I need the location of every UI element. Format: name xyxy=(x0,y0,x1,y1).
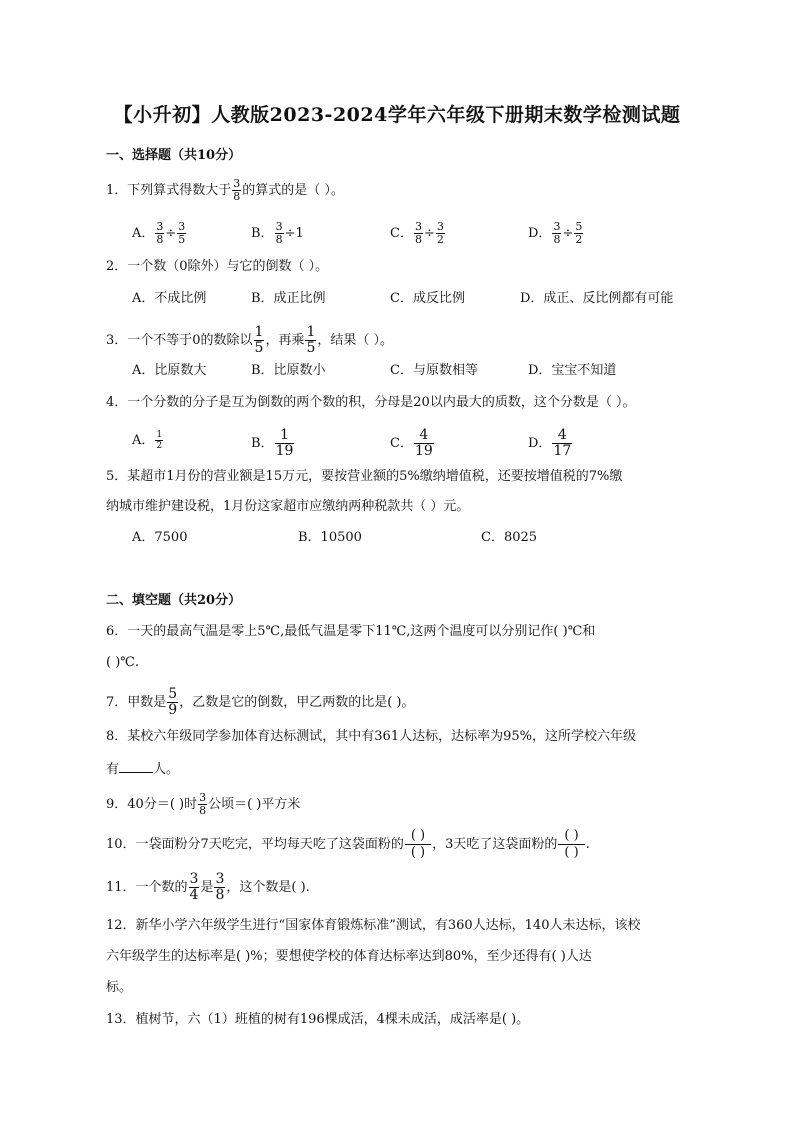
question-2: 2．一个数（0除外）与它的倒数（ ）。 xyxy=(106,259,329,274)
fraction: $\frac{3}{4}$ xyxy=(189,871,199,903)
option-4c: C． $\frac{4}{19}$ xyxy=(390,427,433,459)
question-7: 7．甲数是 $\frac{5}{9}$ ，乙数是它的倒数，甲乙两数的比是( )。 xyxy=(106,686,415,718)
question-6-line-1: 6．一天的最高气温是零上5℃,最低气温是零下11℃,这两个温度可以分别记作( )℃和 xyxy=(106,624,596,639)
option-4b: B． $\frac{1}{19}$ xyxy=(251,427,294,459)
option-2d: D．成正、反比例都有可能 xyxy=(520,291,674,306)
option-1a: A． $\frac{3}{8}$ ÷ $\frac{3}{5}$ xyxy=(132,220,186,246)
option-1d: D． $\frac{3}{8}$ ÷ $\frac{5}{2}$ xyxy=(528,220,583,246)
option-3c: C．与原数相等 xyxy=(390,363,478,378)
fraction: $\frac{3}{8}$ xyxy=(233,177,241,203)
question-12-line-3: 标。 xyxy=(106,980,133,995)
option-1c: C． $\frac{3}{8}$ ÷ $\frac{3}{2}$ xyxy=(390,220,444,246)
question-9: 9．40分＝( )时 $\frac{3}{8}$ 公顷＝( )平方米 xyxy=(106,791,301,817)
option-2b: B．成正比例 xyxy=(251,291,326,306)
question-10: 10．一袋面粉分7天吃完，平均每天吃了这袋面粉的 $\frac{( )}{( )}$ ，3天吃了这袋面粉的 $\frac{( )}{( )}$ . xyxy=(106,828,590,860)
page-title: 【小升初】人教版2023-2024学年六年级下册期末数学检测试题 xyxy=(113,104,681,126)
section-header-fill: 二、填空题（共20分） xyxy=(106,593,242,608)
question-1-text: 1．下列算式得数大于 xyxy=(106,183,232,198)
question-13: 13．植树节，六（1）班植的树有196棵成活，4棵未成活，成活率是( )。 xyxy=(106,1012,530,1027)
blank-fraction: $\frac{( )}{( )}$ xyxy=(405,828,431,861)
answer-blank xyxy=(119,760,153,773)
question-8-line-1: 8．某校六年级同学参加体育达标测试，其中有361人达标，达标率为95%，这所学校六年级 xyxy=(106,729,636,744)
option-5b: B．10500 xyxy=(298,530,362,545)
question-5-line-1: 5．某超市1月份的营业额是15万元，要按营业额的5%缴纳增值税，还要按增值税的7%缴 xyxy=(106,469,623,484)
option-1b: B． $\frac{3}{8}$ ÷1 xyxy=(251,220,304,246)
question-6-line-2: ( )℃. xyxy=(106,655,139,670)
question-11: 11．一个数的 $\frac{3}{4}$ 是 $\frac{3}{8}$ ，这个数是( ). xyxy=(106,871,310,903)
option-3a: A．比原数大 xyxy=(132,363,207,378)
option-5a: A．7500 xyxy=(132,530,188,545)
fraction: $\frac{3}{8}$ xyxy=(199,791,207,817)
question-12-line-1: 12．新华小学六年级学生进行“国家体育锻炼标准”测试，有360人达标，140人未达标，该校 xyxy=(106,918,641,933)
option-4d: D． $\frac{4}{17}$ xyxy=(528,427,572,459)
fraction: $\frac{1}{5}$ xyxy=(254,324,264,356)
option-2c: C．成反比例 xyxy=(390,291,465,306)
fraction: $\frac{5}{9}$ xyxy=(168,686,178,718)
question-5-line-2: 纳城市维护建设税，1月份这家超市应缴纳两种税款共（ ）元。 xyxy=(106,499,470,514)
question-1: 1．下列算式得数大于 $\frac{3}{8}$ 的算式的是（ ）。 xyxy=(106,177,344,203)
section-header-choice: 一、选择题（共10分） xyxy=(106,148,242,163)
option-3d: D．宝宝不知道 xyxy=(528,363,617,378)
option-2a: A．不成比例 xyxy=(132,291,207,306)
option-3b: B．比原数小 xyxy=(251,363,326,378)
option-5c: C．8025 xyxy=(481,530,538,545)
fraction: $\frac{1}{5}$ xyxy=(306,324,316,356)
question-4: 4．一个分数的分子是互为倒数的两个数的积，分母是20以内最大的质数，这个分数是（ ）。 xyxy=(106,395,636,410)
question-8-line-2: 有 人。 xyxy=(106,762,180,777)
question-12-line-2: 六年级学生的达标率是( )%；要想使学校的体育达标率达到80%，至少还得有( )人达 xyxy=(106,949,592,964)
fraction: $\frac{3}{8}$ xyxy=(215,871,225,903)
option-4a: A． $\frac{1}{2}$ xyxy=(132,430,163,451)
question-3: 3．一个不等于0的数除以 $\frac{1}{5}$ ，再乘 $\frac{1}{5}$ ，结果（ ）。 xyxy=(106,324,394,356)
blank-fraction: $\frac{( )}{( )}$ xyxy=(558,828,584,861)
